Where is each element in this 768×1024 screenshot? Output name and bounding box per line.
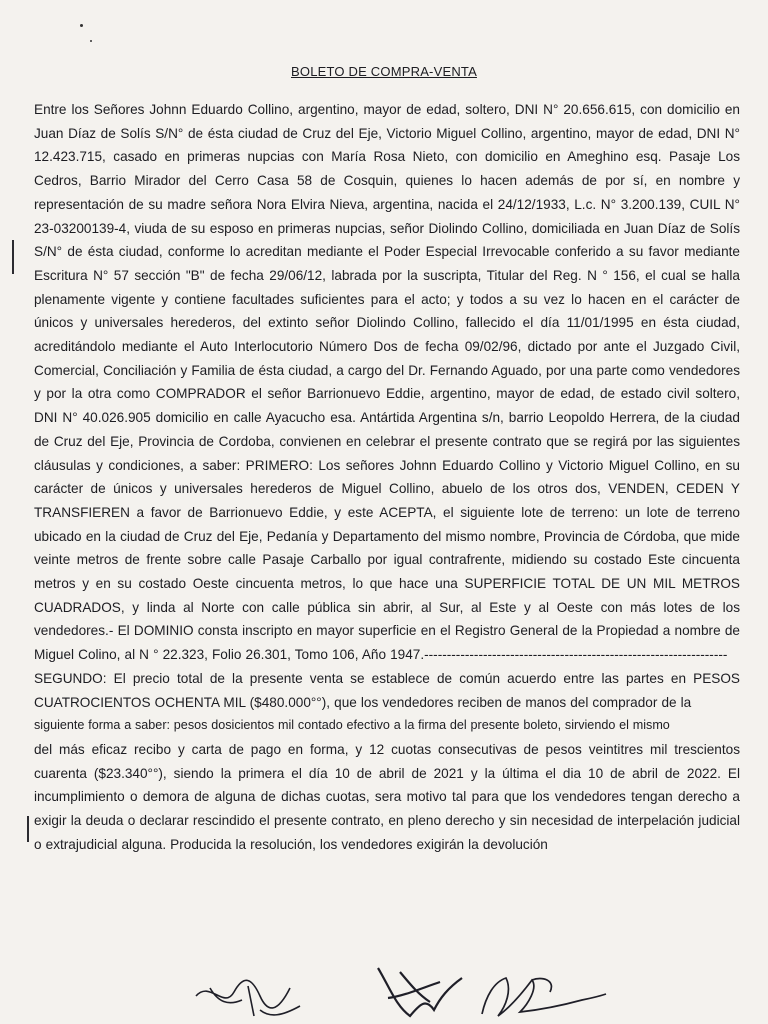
margin-mark-upper [12,240,14,274]
signature-left [190,966,310,1024]
signature-right [472,970,612,1024]
paragraph-installments: del más eficaz recibo y carta de pago en forma, y 12 cuotas consecutivas de pesos veintitres mil trescientos cuarenta ($23.340°°), siendo la primera el día 10 de abril de 2021 y la última el dia 10 de abril de 2022. El incumplimiento o demora de alguna de dichas cuotas, sera motivo tal para que los vendedores tengan derecho a exigir la deuda o declarar rescindido el presente contrato, en pleno derecho y sin necesidad de interpelación judicial o extrajudicial alguna. Producida la resolución, los vendedores exigirán la devolución [34,741,740,852]
document-title: BOLETO DE COMPRA-VENTA [291,64,477,79]
paragraph-payment-form: siguiente forma a saber: pesos dosicientos mil contado efectivo a la firma del presente boleto, sirviendo el mismo [34,718,670,733]
document-body [34,98,740,857]
paragraph-segundo: SEGUNDO: El precio total de la presente venta se establece de común acuerdo entre las partes en PESOS CUATROCIENTOS OCHENTA MIL ($480.000°°), que los vendedores reciben de manos del comprador de la [34,670,740,710]
scan-speck [80,24,83,27]
margin-mark-lower [27,816,29,842]
scan-speck [90,40,92,42]
signature-middle [370,958,470,1024]
paragraph-intro: Entre los Señores Johnn Eduardo Collino, argentino, mayor de edad, soltero, DNI N° 20.656.615, con domicilio en Juan Díaz de Solís S/N° de ésta ciudad de Cruz del Eje, Victorio Miguel Collino, argentino, mayor de edad, DNI N° 12.423.715, casado en primeras nupcias con María Rosa Nieto, con domicilio en Ameghino esq. Pasaje Los Cedros, Barrio Mirador del Cerro Casa 58 de Cosquin, quienes lo hacen además de por sí, en nombre y representación de su madre señora Nora Elvira Nieva, argentina, nacida el 24/12/1933, L.c. N° 3.200.139, CUIL N° 23-03200139-4, viuda de su esposo en primeras nupcias, señor Diolindo Collino, domiciliada en Juan Díaz de Solís S/N° de ésta ciudad, conforme lo acreditan mediante el Poder Especial Irrevocable conferido a su favor mediante Escritura N° 57 sección "B" de fecha 29/06/12, labrada por la suscripta, Titular del Reg. N ° 156, el cual se halla plenamente vigente y contiene facultades suficientes para el acto; y todos a su vez lo hacen en el carácter de únicos y universales herederos, del extinto señor Diolindo Collino, fallecido el día 11/01/1995 en ésta ciudad, acreditándolo mediante el Auto Interlocutorio Número Dos de fecha 09/02/96, dictado por ante el Juzgado Civil, Comercial, Conciliación y Familia de ésta ciudad, a cargo del Dr. Fernando Aguado, por una parte como vendedores y por la otra como COMPRADOR el señor Barrionuevo Eddie, argentino, mayor de edad, de estado civil soltero, DNI N° 40.026.905 domicilio en calle Ayacucho esa. Antártida Argentina s/n, barrio Leopoldo Herrera, de la ciudad de Cruz del Eje, Provincia de Cordoba, convienen en celebrar el presente contrato que se regirá por las siguientes cláusulas y condiciones, a saber: PRIMERO: Los señores Johnn Eduardo Collino y Victorio Miguel Collino, en su carácter de únicos y universales herederos de Miguel Collino, abuelo de los otros dos, VENDEN, CEDEN Y TRANSFIEREN a favor de Barrionuevo Eddie, y este ACEPTA, el siguiente lote de terreno: un lote de terreno ubicado en la ciudad de Cruz del Eje, Pedanía y Departamento del mismo nombre, Provincia de Córdoba, que mide veinte metros de frente sobre calle Pasaje Carballo por igual contrafrente, midiendo su costado Este cincuenta metros y en su costado Oeste cincuenta metros, lo que hace una SUPERFICIE TOTAL DE UN MIL METROS CUADRADOS, y linda al Norte con calle pública sin abrir, al Sur, al Este y al Oeste con más lotes de los vendedores.- El DOMINIO consta inscripto en mayor superficie en el Registro General de la Propiedad a nombre de Miguel Colino, al N ° 22.323, Folio 26.301, Tomo 106, Año 1947.------------------------------------------------------------------- [34,102,740,663]
